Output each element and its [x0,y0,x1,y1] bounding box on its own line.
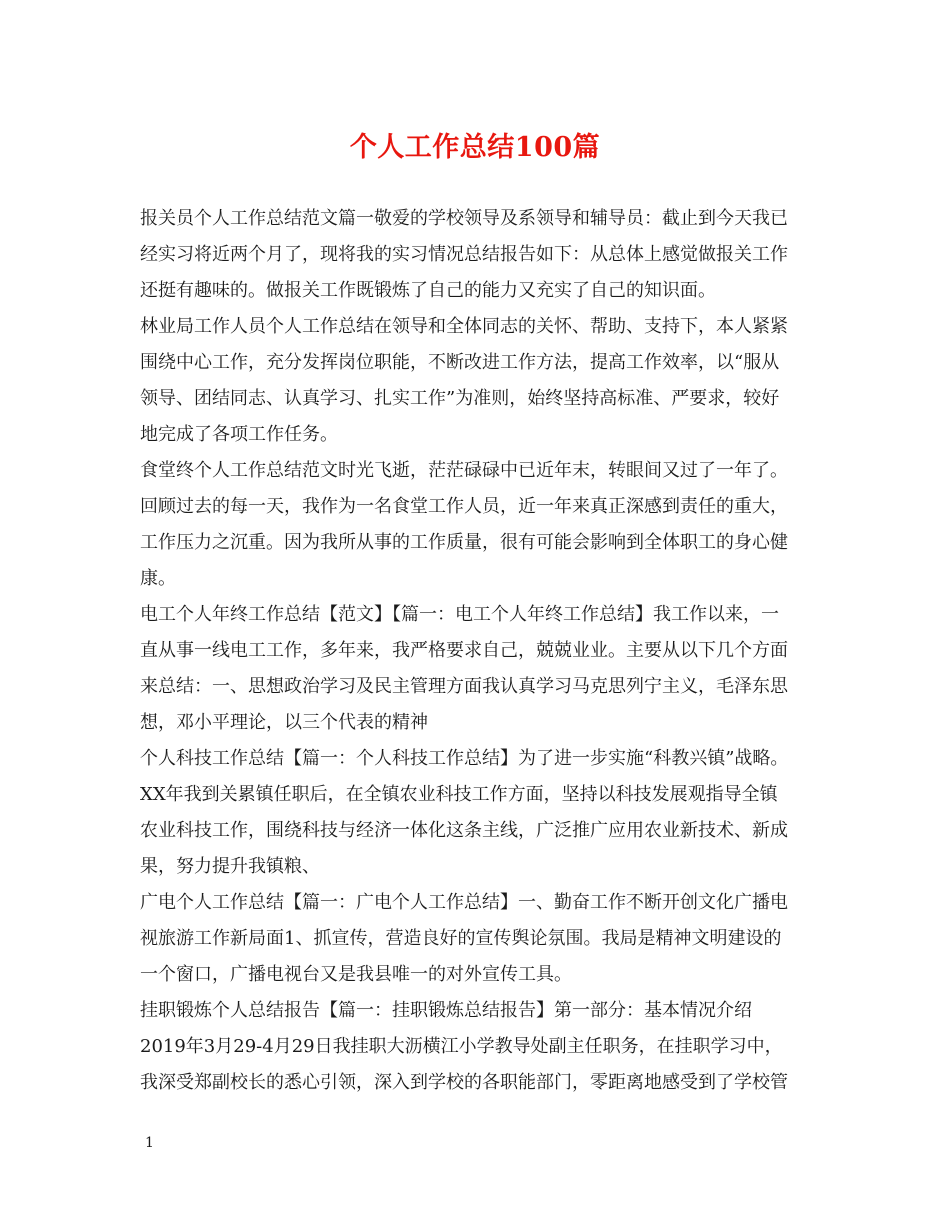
body-line: 想，邓小平理论，以三个代表的精神 [140,712,428,733]
body-line: 电工个人年终工作总结【范文】【篇一：电工个人年终工作总结】我工作以来，一 [140,604,779,625]
body-line: 农业科技工作，围绕科技与经济一体化这条主线，广泛推广应用农业新技术、新成 [140,820,788,841]
page-number: 1 [145,1135,154,1151]
body-line: XX年我到关累镇任职后，在全镇农业科技工作方面，坚持以科技发展观指导全镇 [140,784,778,805]
document-title: 个人工作总结100篇 [349,132,601,163]
body-line: 食堂终个人工作总结范文时光飞逝，茫茫碌碌中已近年末，转眼间又过了一年了。 [140,460,788,481]
body-line: 挂职锻炼个人总结报告【篇一：挂职锻炼总结报告】第一部分：基本情况介绍 [140,1000,752,1021]
body-line: 直从事一线电工工作，多年来，我严格要求自己，兢兢业业。主要从以下几个方面 [140,640,788,661]
body-line: 来总结：一、思想政治学习及民主管理方面我认真学习马克思列宁主义，毛泽东思 [140,676,788,697]
body-line: 2019年3月29-4月29日我挂职大沥横江小学教导处副主任职务，在挂职学习中， [140,1036,783,1057]
body-line: 康。 [140,568,176,589]
body-line: 一个窗口，广播电视台又是我县唯一的对外宣传工具。 [140,964,572,985]
body-line: 工作压力之沉重。因为我所从事的工作质量，很有可能会影响到全体职工的身心健 [140,532,788,553]
body-line: 果，努力提升我镇粮、 [140,856,320,877]
body-line: 围绕中心工作，充分发挥岗位职能，不断改进工作方法，提高工作效率，以“服从 [140,352,780,373]
body-line: 还挺有趣味的。做报关工作既锻炼了自己的能力又充实了自己的知识面。 [140,280,716,301]
body-line: 回顾过去的每一天，我作为一名食堂工作人员，近一年来真正深感到责任的重大， [140,496,788,517]
body-line: 视旅游工作新局面1、抓宣传，营造良好的宣传舆论氛围。我局是精神文明建设的 [140,928,782,949]
body-line: 个人科技工作总结【篇一：个人科技工作总结】为了进一步实施“科教兴镇”战略。 [140,748,789,769]
document-body [140,201,820,1101]
body-line: 我深受郑副校长的悉心引领，深入到学校的各职能部门，零距离地感受到了学校管 [140,1072,788,1093]
body-line: 报关员个人工作总结范文篇一敬爱的学校领导及系领导和辅导员：截止到今天我已 [140,208,788,229]
body-line: 领导、团结同志、认真学习、扎实工作”为准则，始终坚持高标准、严要求，较好 [140,388,780,409]
body-line: 地完成了各项工作任务。 [140,424,338,445]
body-line: 广电个人工作总结【篇一：广电个人工作总结】一、勤奋工作不断开创文化广播电 [140,892,788,913]
body-line: 林业局工作人员个人工作总结在领导和全体同志的关怀、帮助、支持下，本人紧紧 [140,316,788,337]
body-line: 经实习将近两个月了，现将我的实习情况总结报告如下：从总体上感觉做报关工作 [140,244,788,265]
